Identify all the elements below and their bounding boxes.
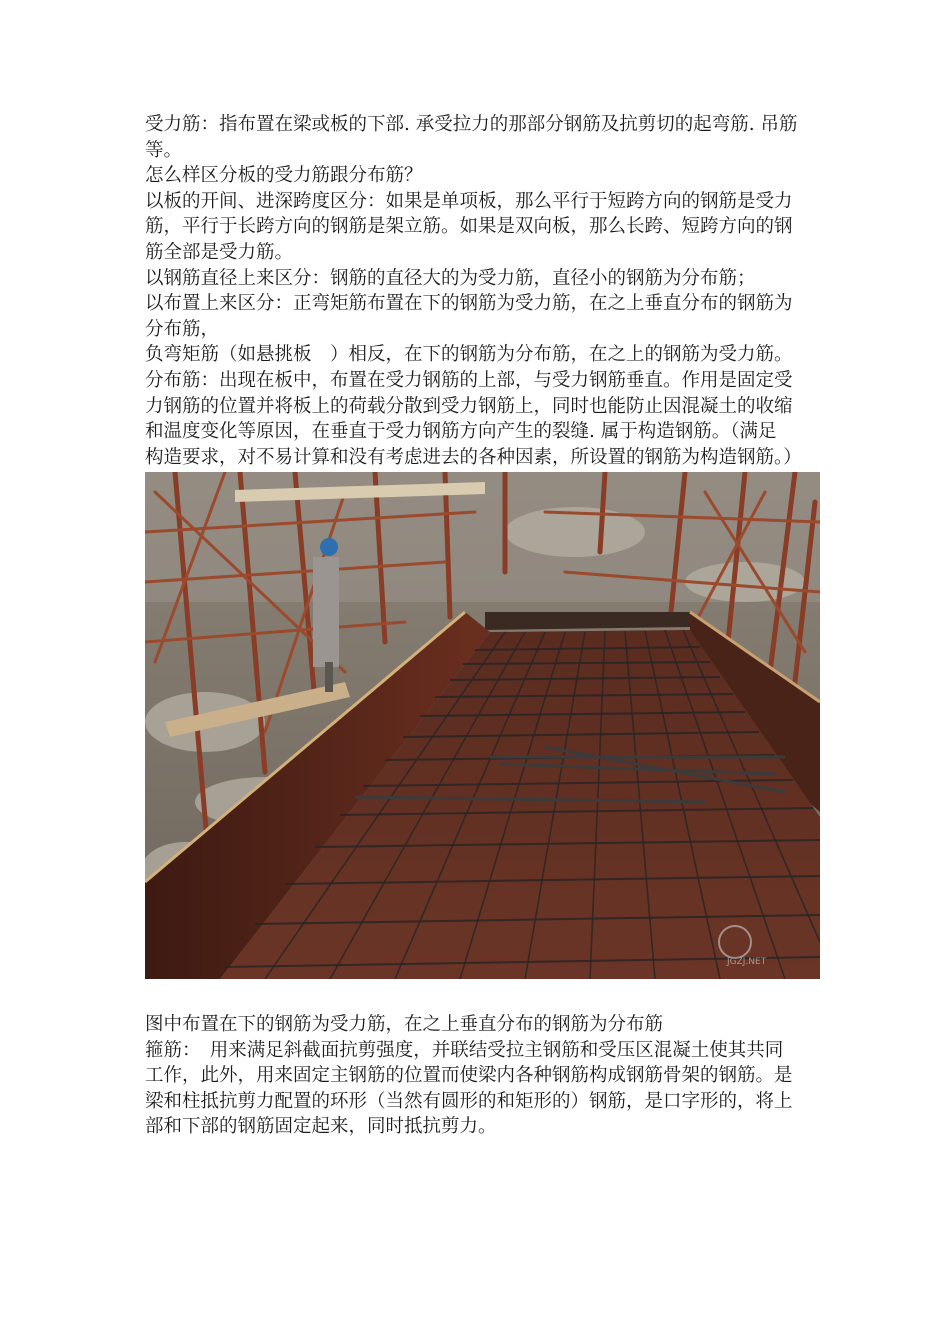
text-line: 受力筋：指布置在梁或板的下部. 承受拉力的那部分钢筋及抗剪切的起弯筋. 吊筋 — [145, 114, 798, 135]
text-line: 以板的开间、进深跨度区分：如果是单项板，那么平行于短跨方向的钢筋是受力 — [145, 190, 793, 212]
text-line: 等。 — [145, 139, 183, 161]
text-line: 筋，平行于长跨方向的钢筋是架立筋。如果是双向板，那么长跨、短跨方向的钢 — [145, 216, 793, 238]
question-line: 怎么样区分板的受力筋跟分布筋？ — [145, 165, 423, 187]
text-line: 力钢筋的位置并将板上的荷载分散到受力钢筋上，同时也能防止因混凝土的收缩 — [145, 395, 793, 417]
text-line: 工作，此外，用来固定主钢筋的位置而使梁内各种钢筋构成钢筋骨架的钢筋。是 — [145, 1065, 793, 1087]
text-line: 和温度变化等原因，在垂直于受力钢筋方向产生的裂缝. 属于构造钢筋。（满足 — [145, 421, 777, 443]
text-line: 构造要求，对不易计算和没有考虑进去的各种因素，所设置的钢筋为构造钢筋。） — [145, 446, 802, 468]
text-line: 以布置上来区分：正弯矩筋布置在下的钢筋为受力筋，在之上垂直分布的钢筋为 — [145, 293, 793, 315]
photo-caption: 图中布置在下的钢筋为受力筋，在之上垂直分布的钢筋为分布筋 — [145, 1014, 664, 1035]
text-line: 以钢筋直径上来区分：钢筋的直径大的为受力筋，直径小的钢筋为分布筋； — [145, 267, 756, 289]
text-line: 梁和柱抵抗剪力配置的环形（当然有圆形的和矩形的）钢筋，是口字形的，将上 — [145, 1090, 793, 1112]
document-text-top — [145, 112, 815, 470]
text-line: 分布筋， — [145, 318, 220, 340]
text-line: 分布筋：出现在板中，布置在受力钢筋的上部，与受力钢筋垂直。作用是固定受 — [145, 369, 793, 391]
text-line: 筋全部是受力筋。 — [145, 241, 294, 263]
watermark-text: JGZJ.NET — [727, 957, 767, 967]
text-line: 箍筋： 用来满足斜截面抗剪强度，并联结受拉主钢筋和受压区混凝土使其共同 — [145, 1039, 784, 1061]
rebar-slab-photo — [145, 472, 820, 979]
document-text-bottom — [145, 1012, 815, 1140]
text-line: 部和下部的钢筋固定起来，同时抵抗剪力。 — [145, 1116, 497, 1138]
text-line: 负弯矩筋（如悬挑板 ）相反，在下的钢筋为分布筋，在之上的钢筋为受力筋。 — [145, 344, 793, 366]
